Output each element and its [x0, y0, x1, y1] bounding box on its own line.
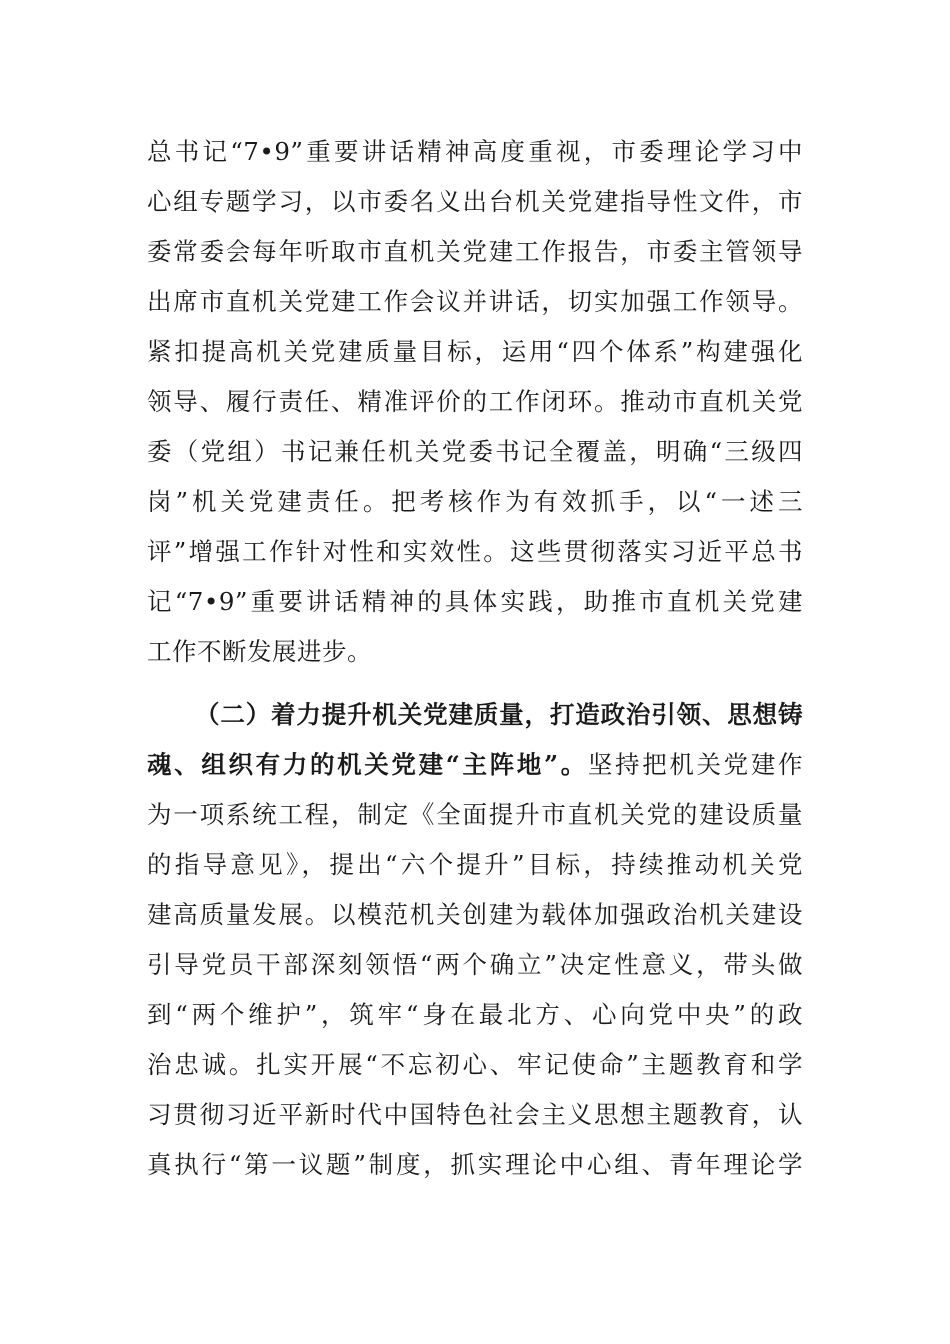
paragraph-line: 真执行“第一议题”制度，抓实理论中心组、青年理论学 — [147, 1150, 803, 1179]
paragraph-line: 领导、履行责任、精准评价的工作闭环。推动市直机关党 — [147, 387, 803, 416]
paragraph-line: 委（党组）书记兼任机关党委书记全覆盖，明确“三级四 — [147, 437, 803, 466]
paragraph-line: 心组专题学习，以市委名义出台机关党建指导性文件，市 — [147, 187, 803, 216]
paragraph-line: 总书记“7•9”重要讲话精神高度重视，市委理论学习中 — [147, 137, 803, 166]
paragraph-line: 委常委会每年听取市直机关党建工作报告，市委主管领导 — [147, 237, 803, 266]
paragraph-line: 工作不断发展进步。 — [147, 637, 372, 666]
paragraph-line: 紧扣提高机关党建质量目标，运用“四个体系”构建强化 — [147, 337, 803, 366]
paragraph-line: 岗”机关党建责任。把考核作为有效抓手，以“一述三 — [147, 487, 803, 516]
section-heading-line: （二）着力提升机关党建质量，打造政治引领、思想铸 — [195, 700, 803, 729]
paragraph-line: 的指导意见》，提出“六个提升”目标，持续推动机关党 — [147, 850, 803, 879]
paragraph-line: 到“两个维护”，筑牢“身在最北方、心向党中央”的政 — [147, 1000, 803, 1029]
section-heading-line-mixed — [147, 740, 803, 790]
section-body-text: 坚持把机关党建作 — [587, 750, 803, 779]
section-heading-bold-text: 魂、组织有力的机关党建“主阵地”。 — [147, 750, 588, 779]
paragraph-2 — [147, 690, 803, 1190]
paragraph-line: 记“7•9”重要讲话精神的具体实践，助推市直机关党建 — [147, 587, 803, 616]
paragraph-line: 出席市直机关党建工作会议并讲话，切实加强工作领导。 — [147, 287, 803, 316]
paragraph-line: 习贯彻习近平新时代中国特色社会主义思想主题教育，认 — [147, 1100, 803, 1129]
paragraph-line: 评”增强工作针对性和实效性。这些贯彻落实习近平总书 — [147, 537, 803, 566]
paragraph-line: 治忠诚。扎实开展“不忘初心、牢记使命”主题教育和学 — [147, 1050, 803, 1079]
paragraph-1 — [147, 127, 803, 677]
paragraph-line: 引导党员干部深刻领悟“两个确立”决定性意义，带头做 — [147, 950, 803, 979]
paragraph-line: 建高质量发展。以模范机关创建为载体加强政治机关建设 — [147, 900, 803, 929]
paragraph-line: 为一项系统工程，制定《全面提升市直机关党的建设质量 — [147, 800, 803, 829]
